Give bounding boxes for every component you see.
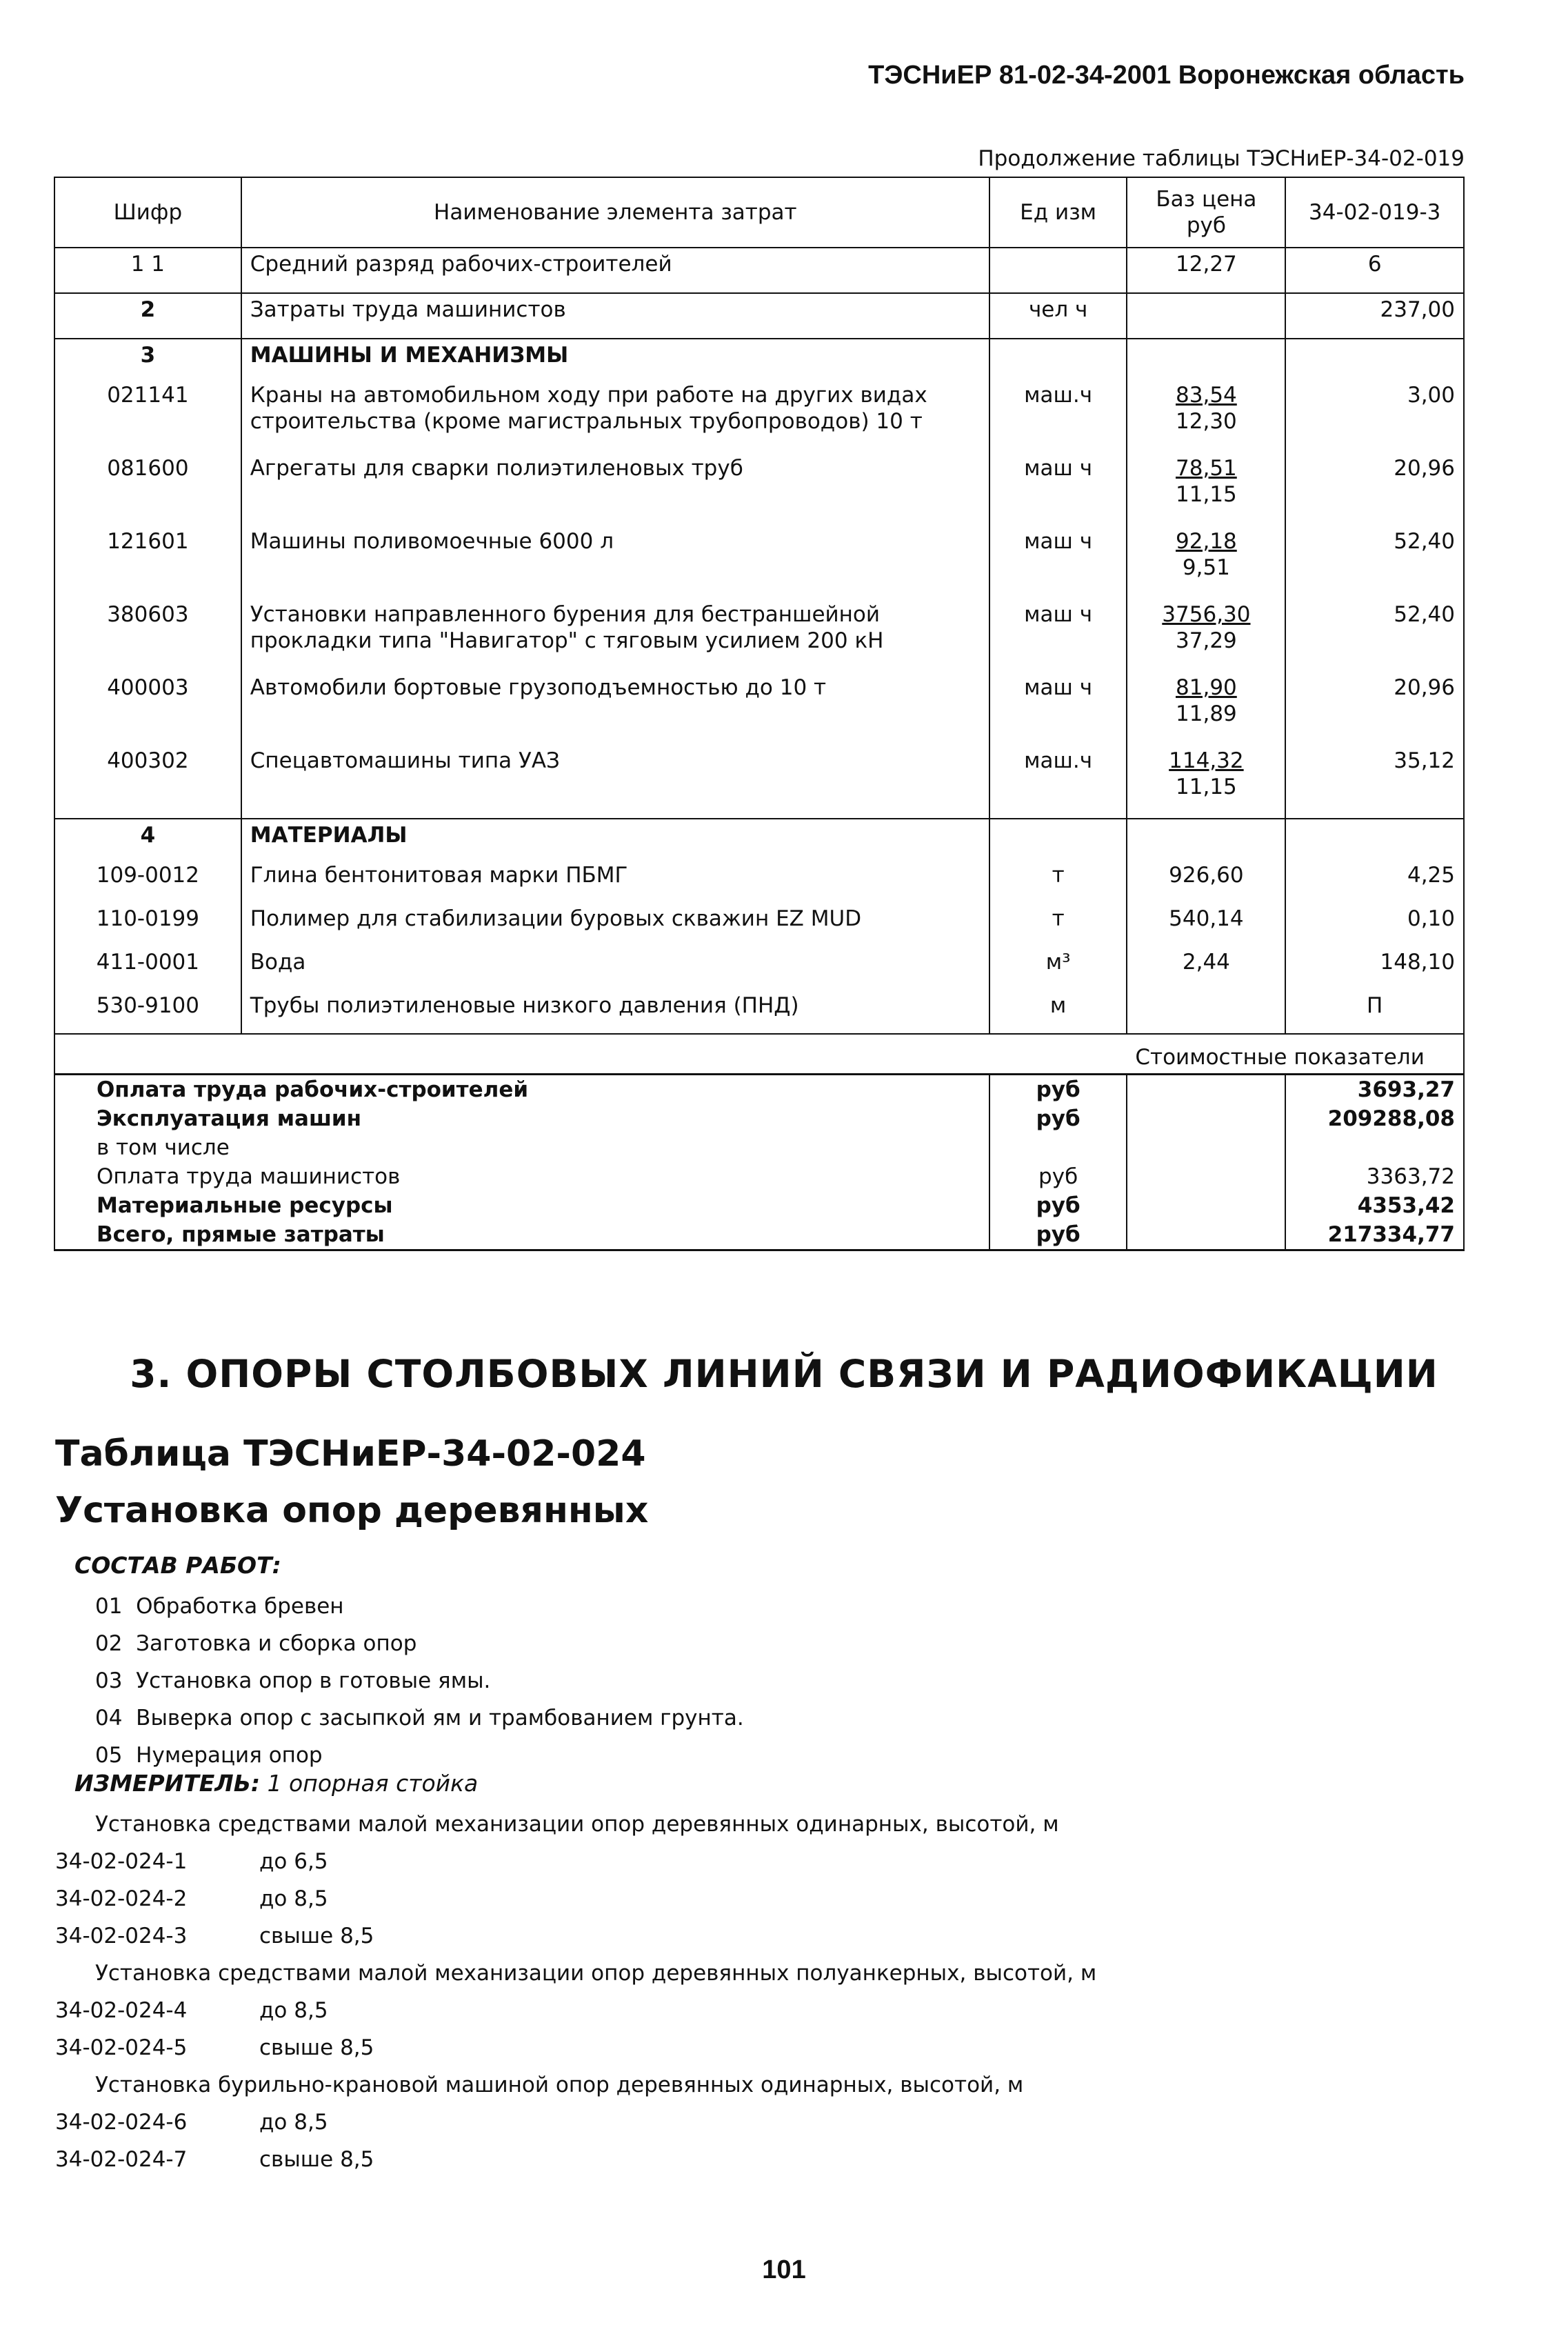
row-value: 35,12 (1285, 745, 1464, 819)
list-item (95, 1588, 744, 1625)
section-row-machines (54, 339, 1464, 379)
cost-caption-row (54, 1034, 1464, 1075)
price-base: 92,18 (1176, 529, 1237, 554)
list-item (55, 2029, 1096, 2066)
table-row (54, 526, 1464, 599)
list-item (55, 2104, 1096, 2141)
row-price (1127, 599, 1285, 672)
row-price: 540,14 (1127, 903, 1285, 946)
row-unit: маш.ч (989, 745, 1127, 819)
measure-label: ИЗМЕРИТЕЛЬ: (74, 1770, 261, 1797)
cost-row (54, 1220, 1464, 1250)
cost-unit: руб (989, 1104, 1127, 1133)
table-continuation-note: Продолжение таблицы ТЭСНиЕР-34-02-019 (978, 146, 1465, 171)
row-name: Глина бентонитовая марки ПБМГ (241, 859, 989, 903)
table-row (54, 248, 1464, 293)
cost-unit (989, 1133, 1127, 1162)
norm-code: 34-02-024-4 (55, 1998, 188, 2023)
work-text: Выверка опор с засыпкой ям и трамбованием грунта. (136, 1706, 744, 1730)
row-code: 121601 (54, 526, 241, 599)
price-wage: 11,15 (1176, 775, 1237, 799)
norm-code: 34-02-024-2 (55, 1886, 188, 1911)
row-code: 400003 (54, 672, 241, 745)
code-group-title: Установка бурильно-крановой машиной опор деревянных одинарных, высотой, м (95, 2073, 1024, 2097)
row-name: Автомобили бортовые грузоподъемностью до 10 т (241, 672, 989, 745)
list-item (95, 1737, 744, 1774)
table-row (54, 990, 1464, 1034)
cost-row (54, 1075, 1464, 1105)
section-heading: 3. ОПОРЫ СТОЛБОВЫХ ЛИНИЙ СВЯЗИ И РАДИОФИКАЦИИ (130, 1352, 1438, 1396)
list-item (55, 1992, 1096, 2029)
table-row (54, 599, 1464, 672)
col-header-norm: 34-02-019-3 (1285, 177, 1464, 248)
row-unit: т (989, 859, 1127, 903)
row-price (1127, 293, 1285, 339)
code-group-title: Установка средствами малой механизации опор деревянных одинарных, высотой, м (95, 1812, 1059, 1837)
list-item (55, 1917, 1096, 1955)
cost-value: 3363,72 (1285, 1162, 1464, 1191)
col-header-name: Наименование элемента затрат (241, 177, 989, 248)
cost-value (1285, 1133, 1464, 1162)
row-name: Установки направленного бурения для бестраншейной прокладки типа "Навигатор" с тяговым усилием 200 кН (241, 599, 989, 672)
row-price (1127, 379, 1285, 452)
norm-code: 34-02-024-6 (55, 2110, 188, 2135)
table-row (54, 946, 1464, 990)
row-unit: т (989, 903, 1127, 946)
row-code: 021141 (54, 379, 241, 452)
measure-line (74, 1770, 478, 1797)
col-header-price: Баз цена руб (1127, 177, 1285, 248)
work-text: Заготовка и сборка опор (136, 1631, 417, 1656)
work-text: Обработка бревен (136, 1594, 344, 1619)
table-heading: Таблица ТЭСНиЕР-34-02-024 (55, 1433, 646, 1475)
row-value: 237,00 (1285, 293, 1464, 339)
row-unit: маш ч (989, 452, 1127, 526)
cost-value: 209288,08 (1285, 1104, 1464, 1133)
table-row (54, 859, 1464, 903)
works-list (95, 1588, 744, 1774)
norm-text: до 8,5 (259, 2110, 328, 2135)
work-num: 02 (95, 1631, 123, 1656)
row-value: 20,96 (1285, 672, 1464, 745)
cost-name: Оплата труда машинистов (54, 1162, 989, 1191)
list-item (95, 1662, 744, 1699)
table-row (54, 452, 1464, 526)
price-wage: 9,51 (1182, 555, 1230, 580)
norm-code: 34-02-024-5 (55, 2035, 188, 2060)
work-num: 05 (95, 1743, 123, 1768)
row-price: 926,60 (1127, 859, 1285, 903)
cost-row (54, 1104, 1464, 1133)
row-name: Спецавтомашины типа УАЗ (241, 745, 989, 819)
row-price (1127, 672, 1285, 745)
row-price (1127, 452, 1285, 526)
row-unit: м (989, 990, 1127, 1034)
norm-text: свыше 8,5 (259, 2035, 374, 2060)
norm-code: 34-02-024-7 (55, 2147, 188, 2172)
row-name: Трубы полиэтиленовые низкого давления (ПНД) (241, 990, 989, 1034)
col-header-unit: Ед изм (989, 177, 1127, 248)
price-wage: 37,29 (1176, 628, 1237, 653)
norm-text: до 8,5 (259, 1998, 328, 2023)
cost-value: 217334,77 (1285, 1220, 1464, 1250)
row-name: Машины поливомоечные 6000 л (241, 526, 989, 599)
cost-table (54, 177, 1465, 1251)
cost-unit: руб (989, 1220, 1127, 1250)
work-text: Установка опор в готовые ямы. (136, 1668, 491, 1693)
row-value: 52,40 (1285, 526, 1464, 599)
row-unit: маш ч (989, 599, 1127, 672)
row-price (1127, 990, 1285, 1034)
row-name: Краны на автомобильном ходу при работе на других видах строительства (кроме магистральных трубопроводов) 10 т (241, 379, 989, 452)
cost-row (54, 1162, 1464, 1191)
section-code: 3 (54, 339, 241, 379)
cost-value: 4353,42 (1285, 1191, 1464, 1220)
row-value: П (1285, 990, 1464, 1034)
price-wage: 12,30 (1176, 409, 1237, 434)
section-title: МАТЕРИАЛЫ (241, 819, 989, 859)
row-unit: чел ч (989, 293, 1127, 339)
cost-name: в том числе (54, 1133, 989, 1162)
cost-unit: руб (989, 1162, 1127, 1191)
row-code: 400302 (54, 745, 241, 819)
table-header-row (54, 177, 1464, 248)
row-value: 52,40 (1285, 599, 1464, 672)
norm-code: 34-02-024-1 (55, 1849, 188, 1874)
work-num: 04 (95, 1706, 123, 1730)
row-price: 2,44 (1127, 946, 1285, 990)
norm-text: свыше 8,5 (259, 1924, 374, 1948)
table-row (54, 672, 1464, 745)
row-code: 081600 (54, 452, 241, 526)
row-name: Затраты труда машинистов (241, 293, 989, 339)
price-base: 81,90 (1176, 675, 1237, 700)
row-value: 148,10 (1285, 946, 1464, 990)
norm-code: 34-02-024-3 (55, 1924, 188, 1948)
list-item (55, 1880, 1096, 1917)
price-base: 3756,30 (1162, 602, 1251, 627)
price-base: 114,32 (1169, 748, 1244, 773)
row-code: 1 1 (54, 248, 241, 293)
cost-unit: руб (989, 1075, 1127, 1105)
norm-text: до 6,5 (259, 1849, 328, 1874)
row-name: Полимер для стабилизации буровых скважин EZ MUD (241, 903, 989, 946)
cost-value: 3693,27 (1285, 1075, 1464, 1105)
row-code: 530-9100 (54, 990, 241, 1034)
row-unit: маш ч (989, 526, 1127, 599)
code-list (55, 1806, 1096, 2178)
price-wage: 11,15 (1176, 482, 1237, 507)
row-unit: маш ч (989, 672, 1127, 745)
work-num: 03 (95, 1668, 123, 1693)
row-name: Вода (241, 946, 989, 990)
page-number: 101 (762, 2255, 806, 2284)
cost-name: Эксплуатация машин (54, 1104, 989, 1133)
code-group-title: Установка средствами малой механизации опор деревянных полуанкерных, высотой, м (95, 1961, 1097, 1986)
list-item (95, 1625, 744, 1662)
page-header-title: ТЭСНиЕР 81-02-34-2001 Воронежская область (868, 61, 1465, 90)
table-row (54, 379, 1464, 452)
norm-text: свыше 8,5 (259, 2147, 374, 2172)
price-base: 78,51 (1176, 456, 1237, 481)
row-value: 20,96 (1285, 452, 1464, 526)
row-code: 110-0199 (54, 903, 241, 946)
work-num: 01 (95, 1594, 123, 1619)
row-code: 411-0001 (54, 946, 241, 990)
cost-row (54, 1133, 1464, 1162)
row-price (1127, 526, 1285, 599)
section-title: МАШИНЫ И МЕХАНИЗМЫ (241, 339, 989, 379)
list-item (95, 1699, 744, 1737)
cost-row (54, 1191, 1464, 1220)
cost-name: Материальные ресурсы (54, 1191, 989, 1220)
row-name: Агрегаты для сварки полиэтиленовых труб (241, 452, 989, 526)
row-value: 4,25 (1285, 859, 1464, 903)
row-unit: маш.ч (989, 379, 1127, 452)
works-label: СОСТАВ РАБОТ: (74, 1552, 281, 1579)
row-value: 3,00 (1285, 379, 1464, 452)
price-wage: 11,89 (1176, 701, 1237, 726)
row-code: 109-0012 (54, 859, 241, 903)
row-value: 0,10 (1285, 903, 1464, 946)
section-row-materials (54, 819, 1464, 859)
row-unit (989, 248, 1127, 293)
cost-caption: Стоимостные показатели (1127, 1034, 1464, 1075)
cost-name: Оплата труда рабочих-строителей (54, 1075, 989, 1105)
measure-value: 1 опорная стойка (267, 1770, 479, 1797)
list-item (55, 1843, 1096, 1880)
table-row (54, 293, 1464, 339)
row-price: 12,27 (1127, 248, 1285, 293)
list-item (55, 2141, 1096, 2178)
row-unit: м³ (989, 946, 1127, 990)
cost-name: Всего, прямые затраты (54, 1220, 989, 1250)
row-name: Средний разряд рабочих-строителей (241, 248, 989, 293)
cost-unit: руб (989, 1191, 1127, 1220)
table-subheading: Установка опор деревянных (55, 1490, 649, 1531)
table-row (54, 745, 1464, 819)
row-code: 2 (54, 293, 241, 339)
norm-text: до 8,5 (259, 1886, 328, 1911)
col-header-code: Шифр (54, 177, 241, 248)
row-code: 380603 (54, 599, 241, 672)
section-code: 4 (54, 819, 241, 859)
work-text: Нумерация опор (136, 1743, 323, 1768)
row-price (1127, 745, 1285, 819)
row-value: 6 (1285, 248, 1464, 293)
table-row (54, 903, 1464, 946)
price-base: 83,54 (1176, 383, 1237, 408)
